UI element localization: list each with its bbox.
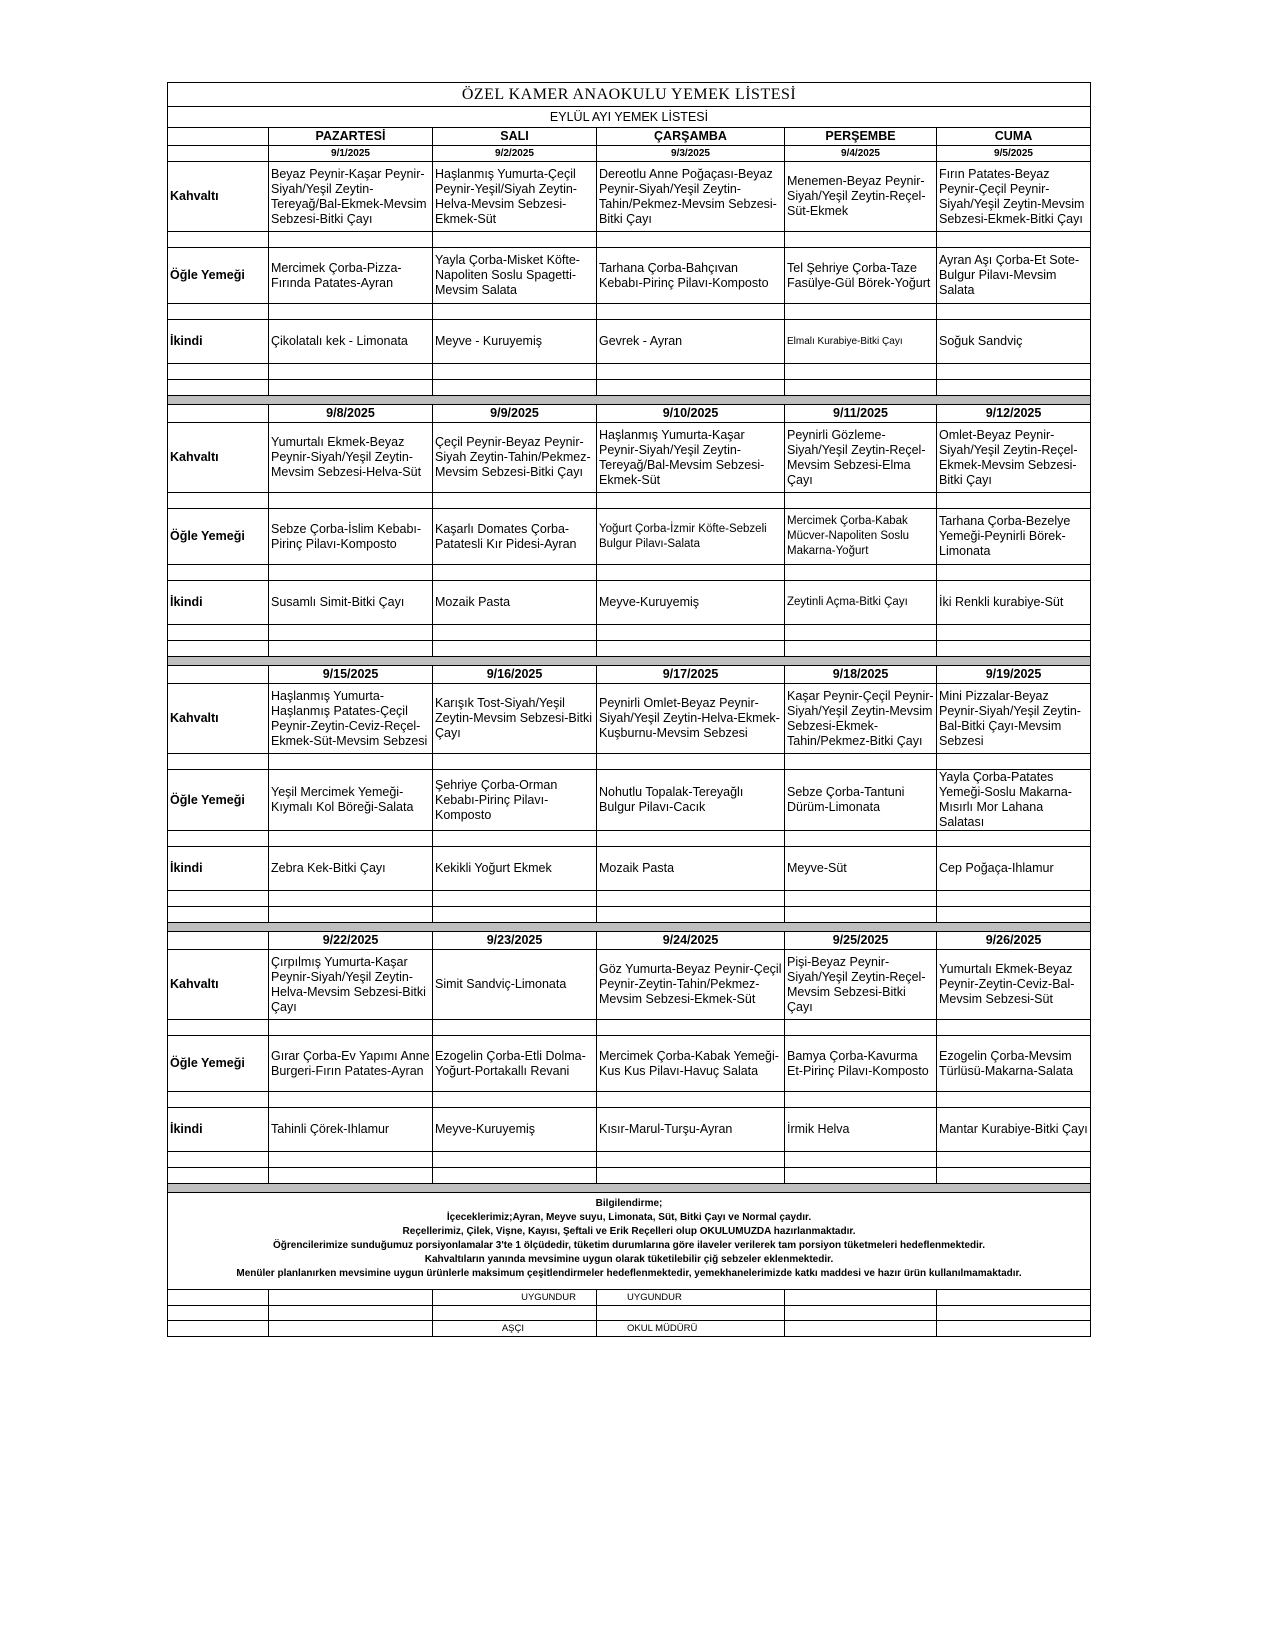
menu-cell: Göz Yumurta-Beyaz Peynir-Çeçil Peynir-Zeytin-Tahin/Pekmez-Mevsim Sebzesi-Ekmek-Süt xyxy=(597,950,785,1020)
menu-cell: Çırpılmış Yumurta-Kaşar Peynir-Siyah/Yeşil Zeytin-Helva-Mevsim Sebzesi-Bitki Çayı xyxy=(269,950,433,1020)
menu-cell: Çikolatalı kek - Limonata xyxy=(269,320,433,364)
empty-cell xyxy=(433,380,597,396)
menu-cell: Zeytinli Açma-Bitki Çayı xyxy=(785,581,937,625)
menu-cell: Kekikli Yoğurt Ekmek xyxy=(433,847,597,891)
date-header: 9/8/2025 xyxy=(269,405,433,423)
meal-row-ogle xyxy=(168,509,1091,565)
empty-cell xyxy=(269,831,433,847)
blank-row xyxy=(168,565,1091,581)
empty-cell xyxy=(168,1020,269,1036)
date-header: 9/23/2025 xyxy=(433,932,597,950)
day-header: PERŞEMBE xyxy=(785,128,937,146)
empty-cell xyxy=(269,1306,433,1321)
menu-cell: Yoğurt Çorba-İzmir Köfte-Sebzeli Bulgur Pilavı-Salata xyxy=(597,509,785,565)
meal-label: Öğle Yemeği xyxy=(168,1036,269,1092)
empty-cell xyxy=(269,891,433,907)
empty-cell xyxy=(785,232,937,248)
empty-cell xyxy=(433,831,597,847)
empty-cell xyxy=(937,641,1091,657)
menu-cell: Haşlanmış Yumurta-Kaşar Peynir-Siyah/Yeşil Zeytin-Tereyağ/Bal-Mevsim Sebzesi-Ekmek-Süt xyxy=(597,423,785,493)
empty-cell xyxy=(597,364,785,380)
meal-row-ogle xyxy=(168,770,1091,831)
empty-cell xyxy=(597,380,785,396)
empty-cell xyxy=(785,1321,937,1337)
day-header: SALI xyxy=(433,128,597,146)
meal-label: Kahvaltı xyxy=(168,950,269,1020)
empty-cell xyxy=(269,1020,433,1036)
info-line: Öğrencilerimize sunduğumuz porsiyonlamalar 3'te 1 ölçüdedir, tüketim durumlarına göre ilaveler verilerek tam porsiyon tüketmeleri hedeflenmektedir. xyxy=(272,1240,986,1251)
empty-cell xyxy=(597,304,785,320)
date-header: 9/15/2025 xyxy=(269,666,433,684)
separator-row xyxy=(168,923,1091,932)
empty-cell xyxy=(597,907,785,923)
empty-cell xyxy=(937,1306,1091,1321)
meal-label: Kahvaltı xyxy=(168,684,269,754)
blank-row xyxy=(168,754,1091,770)
menu-cell: Gevrek - Ayran xyxy=(597,320,785,364)
empty-cell xyxy=(785,1306,937,1321)
empty-cell xyxy=(269,641,433,657)
empty-cell xyxy=(168,907,269,923)
empty-cell xyxy=(597,232,785,248)
menu-cell: Gırar Çorba-Ev Yapımı Anne Burgeri-Fırın Patates-Ayran xyxy=(269,1036,433,1092)
empty-cell xyxy=(937,1020,1091,1036)
meal-label: Kahvaltı xyxy=(168,162,269,232)
role-label: OKUL MÜDÜRÜ xyxy=(597,1321,785,1337)
menu-cell: Nohutlu Topalak-Tereyağlı Bulgur Pilavı-Cacık xyxy=(597,770,785,831)
empty-cell xyxy=(433,1020,597,1036)
menu-cell: Tarhana Çorba-Bahçıvan Kebabı-Pirinç Pilavı-Komposto xyxy=(597,248,785,304)
day-header: ÇARŞAMBA xyxy=(597,128,785,146)
empty-cell xyxy=(785,1290,937,1306)
menu-cell: Sebze Çorba-İslim Kebabı-Pirinç Pilavı-Komposto xyxy=(269,509,433,565)
empty-cell xyxy=(937,232,1091,248)
menu-cell: Peynirli Omlet-Beyaz Peynir-Siyah/Yeşil Zeytin-Helva-Ekmek-Kuşburnu-Mevsim Sebzesi xyxy=(597,684,785,754)
empty-cell xyxy=(785,641,937,657)
meal-label: İkindi xyxy=(168,1108,269,1152)
empty-cell xyxy=(937,380,1091,396)
empty-cell xyxy=(269,907,433,923)
date-row xyxy=(168,666,1091,684)
meal-label: Öğle Yemeği xyxy=(168,248,269,304)
menu-cell: Omlet-Beyaz Peynir-Siyah/Yeşil Zeytin-Reçel-Ekmek-Mevsim Sebzesi-Bitki Çayı xyxy=(937,423,1091,493)
blank-row xyxy=(168,493,1091,509)
meal-row-kahvalti xyxy=(168,423,1091,493)
empty-cell xyxy=(597,641,785,657)
meal-row-ikindi xyxy=(168,320,1091,364)
empty-cell xyxy=(597,1092,785,1108)
separator-bar xyxy=(168,396,1091,405)
menu-cell: Karışık Tost-Siyah/Yeşil Zeytin-Mevsim Sebzesi-Bitki Çayı xyxy=(433,684,597,754)
empty-cell xyxy=(168,304,269,320)
blank-row xyxy=(168,641,1091,657)
empty-cell xyxy=(785,1092,937,1108)
meal-row-ikindi xyxy=(168,847,1091,891)
date-header: 9/4/2025 xyxy=(785,146,937,162)
empty-cell xyxy=(269,625,433,641)
blank-row xyxy=(168,891,1091,907)
menu-table xyxy=(167,82,1091,1337)
menu-cell: Meyve-Süt xyxy=(785,847,937,891)
empty-cell xyxy=(168,565,269,581)
menu-cell: Fırın Patates-Beyaz Peynir-Çeçil Peynir-Siyah/Yeşil Zeytin-Mevsim Sebzesi-Ekmek-Bitki Çayı xyxy=(937,162,1091,232)
date-header: 9/18/2025 xyxy=(785,666,937,684)
empty-cell xyxy=(785,754,937,770)
empty-cell xyxy=(269,1092,433,1108)
empty-cell xyxy=(785,1168,937,1184)
empty-cell xyxy=(168,364,269,380)
empty-cell xyxy=(168,754,269,770)
menu-cell: Meyve - Kuruyemiş xyxy=(433,320,597,364)
info-line: Reçellerimiz, Çilek, Vişne, Kayısı, Şeftali ve Erik Reçelleri olup OKULUMUZDA hazırlanmaktadır. xyxy=(402,1226,856,1237)
role-label: AŞÇI xyxy=(433,1321,597,1337)
empty-cell xyxy=(937,1321,1091,1337)
empty-cell xyxy=(168,831,269,847)
empty-cell xyxy=(785,907,937,923)
menu-cell: Meyve-Kuruyemiş xyxy=(597,581,785,625)
empty-cell xyxy=(269,380,433,396)
empty-cell xyxy=(269,364,433,380)
menu-cell: Beyaz Peynir-Kaşar Peynir-Siyah/Yeşil Zeytin-Tereyağ/Bal-Ekmek-Mevsim Sebzesi-Bitki Çayı xyxy=(269,162,433,232)
empty-cell xyxy=(597,831,785,847)
empty-cell xyxy=(785,493,937,509)
menu-cell: Yumurtalı Ekmek-Beyaz Peynir-Siyah/Yeşil Zeytin-Mevsim Sebzesi-Helva-Süt xyxy=(269,423,433,493)
menu-cell: Çeçil Peynir-Beyaz Peynir-Siyah Zeytin-Tahin/Pekmez-Mevsim Sebzesi-Bitki Çayı xyxy=(433,423,597,493)
empty-cell xyxy=(597,1020,785,1036)
menu-cell: Ayran Aşı Çorba-Et Sote-Bulgur Pilavı-Mevsim Salata xyxy=(937,248,1091,304)
empty-cell xyxy=(269,1152,433,1168)
empty-cell xyxy=(937,625,1091,641)
menu-cell: İki Renkli kurabiye-Süt xyxy=(937,581,1091,625)
date-header: 9/26/2025 xyxy=(937,932,1091,950)
blank-row xyxy=(168,1168,1091,1184)
menu-cell: Kaşarlı Domates Çorba-Patatesli Kır Pidesi-Ayran xyxy=(433,509,597,565)
menu-cell: Soğuk Sandviç xyxy=(937,320,1091,364)
date-header: 9/11/2025 xyxy=(785,405,937,423)
day-header-row xyxy=(168,128,1091,146)
empty-cell xyxy=(433,754,597,770)
menu-cell: Ezogelin Çorba-Etli Dolma-Yoğurt-Portakallı Revani xyxy=(433,1036,597,1092)
meal-row-ogle xyxy=(168,248,1091,304)
date-header: 9/5/2025 xyxy=(937,146,1091,162)
blank-row xyxy=(168,380,1091,396)
info-heading: Bilgilendirme; xyxy=(595,1198,663,1209)
date-row xyxy=(168,405,1091,423)
date-header: 9/10/2025 xyxy=(597,405,785,423)
menu-cell: Mantar Kurabiye-Bitki Çayı xyxy=(937,1108,1091,1152)
empty-cell xyxy=(597,493,785,509)
empty-cell xyxy=(937,493,1091,509)
empty-cell xyxy=(433,232,597,248)
empty-cell xyxy=(433,493,597,509)
blank-row xyxy=(168,1152,1091,1168)
blank-row xyxy=(168,1020,1091,1036)
menu-cell: İrmik Helva xyxy=(785,1108,937,1152)
empty-cell xyxy=(785,565,937,581)
date-header: 9/19/2025 xyxy=(937,666,1091,684)
separator-row xyxy=(168,396,1091,405)
empty-cell xyxy=(168,1290,269,1306)
empty-cell xyxy=(168,1321,269,1337)
menu-cell: Kısır-Marul-Turşu-Ayran xyxy=(597,1108,785,1152)
empty-cell xyxy=(597,1168,785,1184)
date-row xyxy=(168,932,1091,950)
empty-cell xyxy=(937,364,1091,380)
empty-cell xyxy=(785,625,937,641)
empty-cell xyxy=(433,565,597,581)
blank-row xyxy=(168,232,1091,248)
empty-cell xyxy=(597,625,785,641)
info-line: Kahvaltıların yanında mevsimine uygun olarak tüketilebilir çiğ sebzeler eklenmektedir. xyxy=(424,1254,834,1265)
menu-cell: Tel Şehriye Çorba-Taze Fasülye-Gül Börek-Yoğurt xyxy=(785,248,937,304)
empty-cell xyxy=(785,364,937,380)
day-header: PAZARTESİ xyxy=(269,128,433,146)
empty-cell xyxy=(168,128,269,146)
meal-row-kahvalti xyxy=(168,684,1091,754)
meal-row-kahvalti xyxy=(168,162,1091,232)
menu-cell: Simit Sandviç-Limonata xyxy=(433,950,597,1020)
meal-row-ogle xyxy=(168,1036,1091,1092)
empty-cell xyxy=(937,1092,1091,1108)
empty-cell xyxy=(937,754,1091,770)
date-header: 9/17/2025 xyxy=(597,666,785,684)
date-header: 9/3/2025 xyxy=(597,146,785,162)
empty-cell xyxy=(168,493,269,509)
empty-cell xyxy=(433,641,597,657)
separator-bar xyxy=(168,1184,1091,1193)
empty-cell xyxy=(785,304,937,320)
empty-cell xyxy=(168,146,269,162)
empty-cell xyxy=(937,565,1091,581)
page-title: ÖZEL KAMER ANAOKULU YEMEK LİSTESİ xyxy=(168,83,1091,107)
empty-cell xyxy=(785,380,937,396)
date-header: 9/12/2025 xyxy=(937,405,1091,423)
empty-cell xyxy=(168,380,269,396)
menu-cell: Bamya Çorba-Kavurma Et-Pirinç Pilavı-Komposto xyxy=(785,1036,937,1092)
menu-cell: Yumurtalı Ekmek-Beyaz Peynir-Zeytin-Ceviz-Bal-Mevsim Sebzesi-Süt xyxy=(937,950,1091,1020)
signature-row xyxy=(168,1290,1091,1306)
meal-row-ikindi xyxy=(168,1108,1091,1152)
menu-cell: Mercimek Çorba-Kabak Mücver-Napoliten Soslu Makarna-Yoğurt xyxy=(785,509,937,565)
menu-cell: Mercimek Çorba-Kabak Yemeği-Kus Kus Pilavı-Havuç Salata xyxy=(597,1036,785,1092)
menu-cell: Tarhana Çorba-Bezelye Yemeği-Peynirli Börek-Limonata xyxy=(937,509,1091,565)
empty-cell xyxy=(269,304,433,320)
menu-cell: Yayla Çorba-Misket Köfte-Napoliten Soslu Spagetti-Mevsim Salata xyxy=(433,248,597,304)
date-row xyxy=(168,146,1091,162)
blank-row xyxy=(168,907,1091,923)
separator-bar xyxy=(168,657,1091,666)
blank-row xyxy=(168,625,1091,641)
empty-cell xyxy=(937,1152,1091,1168)
menu-cell: Kaşar Peynir-Çeçil Peynir-Siyah/Yeşil Zeytin-Mevsim Sebzesi-Ekmek-Tahin/Pekmez-Bitki Çayı xyxy=(785,684,937,754)
empty-cell xyxy=(937,1290,1091,1306)
empty-cell xyxy=(937,891,1091,907)
empty-cell xyxy=(168,1306,269,1321)
empty-cell xyxy=(168,625,269,641)
menu-cell: Haşlanmış Yumurta-Haşlanmış Patates-Çeçil Peynir-Zeytin-Ceviz-Reçel-Ekmek-Süt-Mevsim Sebzesi xyxy=(269,684,433,754)
menu-cell: Haşlanmış Yumurta-Çeçil Peynir-Yeşil/Siyah Zeytin-Helva-Mevsim Sebzesi-Ekmek-Süt xyxy=(433,162,597,232)
empty-cell xyxy=(597,1152,785,1168)
empty-cell xyxy=(433,891,597,907)
empty-cell xyxy=(168,891,269,907)
empty-cell xyxy=(269,1290,433,1306)
empty-cell xyxy=(433,625,597,641)
empty-cell xyxy=(937,907,1091,923)
blank-row xyxy=(168,831,1091,847)
separator-row xyxy=(168,657,1091,666)
role-row xyxy=(168,1321,1091,1337)
menu-cell: Yayla Çorba-Patates Yemeği-Soslu Makarna-Mısırlı Mor Lahana Salatası xyxy=(937,770,1091,831)
meal-label: İkindi xyxy=(168,581,269,625)
page-subtitle: EYLÜL AYI YEMEK LİSTESİ xyxy=(168,107,1091,128)
menu-cell: Dereotlu Anne Poğaçası-Beyaz Peynir-Siyah/Yeşil Zeytin-Tahin/Pekmez-Mevsim Sebzesi-Bitki Çayı xyxy=(597,162,785,232)
empty-cell xyxy=(433,1306,597,1321)
meal-row-kahvalti xyxy=(168,950,1091,1020)
empty-cell xyxy=(168,666,269,684)
empty-cell xyxy=(168,1168,269,1184)
empty-cell xyxy=(168,1092,269,1108)
menu-cell: Sebze Çorba-Tantuni Dürüm-Limonata xyxy=(785,770,937,831)
empty-cell xyxy=(433,1092,597,1108)
empty-cell xyxy=(269,1168,433,1184)
menu-cell: Peynirli Gözleme-Siyah/Yeşil Zeytin-Reçel-Mevsim Sebzesi-Elma Çayı xyxy=(785,423,937,493)
separator-row xyxy=(168,1184,1091,1193)
signature-blank-row xyxy=(168,1306,1091,1321)
empty-cell xyxy=(785,1020,937,1036)
blank-row xyxy=(168,304,1091,320)
date-header: 9/16/2025 xyxy=(433,666,597,684)
menu-cell: Susamlı Simit-Bitki Çayı xyxy=(269,581,433,625)
menu-cell: Yeşil Mercimek Yemeği-Kıymalı Kol Böreği-Salata xyxy=(269,770,433,831)
date-header: 9/24/2025 xyxy=(597,932,785,950)
info-line: Menüler planlanırken mevsimine uygun ürünlerle maksimum çeşitlendirmeler hedeflenmektedir, yemekhanelerimizde katkı maddesi ve hazır ürün kullanılmamaktadır. xyxy=(236,1268,1022,1279)
empty-cell xyxy=(269,1321,433,1337)
meal-label: Öğle Yemeği xyxy=(168,770,269,831)
menu-cell: Cep Poğaça-Ihlamur xyxy=(937,847,1091,891)
empty-cell xyxy=(168,405,269,423)
info-row xyxy=(168,1193,1091,1290)
meal-label: İkindi xyxy=(168,320,269,364)
empty-cell xyxy=(597,891,785,907)
menu-cell: Mercimek Çorba-Pizza-Fırında Patates-Ayran xyxy=(269,248,433,304)
empty-cell xyxy=(937,304,1091,320)
empty-cell xyxy=(269,493,433,509)
separator-bar xyxy=(168,923,1091,932)
menu-cell: Mozaik Pasta xyxy=(433,581,597,625)
empty-cell xyxy=(433,1152,597,1168)
meal-row-ikindi xyxy=(168,581,1091,625)
empty-cell xyxy=(597,565,785,581)
menu-cell: Mozaik Pasta xyxy=(597,847,785,891)
info-line: İçeceklerimiz;Ayran, Meyve suyu, Limonata, Süt, Bitki Çayı ve Normal çaydır. xyxy=(446,1212,812,1223)
empty-cell xyxy=(937,1168,1091,1184)
menu-cell: Ezogelin Çorba-Mevsim Türlüsü-Makarna-Salata xyxy=(937,1036,1091,1092)
empty-cell xyxy=(168,232,269,248)
empty-cell xyxy=(433,1168,597,1184)
day-header: CUMA xyxy=(937,128,1091,146)
empty-cell xyxy=(785,1152,937,1168)
blank-row xyxy=(168,364,1091,380)
menu-cell: Elmalı Kurabiye-Bitki Çayı xyxy=(785,320,937,364)
empty-cell xyxy=(433,364,597,380)
menu-cell: Pişi-Beyaz Peynir-Siyah/Yeşil Zeytin-Reçel-Mevsim Sebzesi-Bitki Çayı xyxy=(785,950,937,1020)
menu-cell: Tahinli Çörek-Ihlamur xyxy=(269,1108,433,1152)
menu-cell: Menemen-Beyaz Peynir-Siyah/Yeşil Zeytin-Reçel-Süt-Ekmek xyxy=(785,162,937,232)
date-header: 9/9/2025 xyxy=(433,405,597,423)
empty-cell xyxy=(269,232,433,248)
approval-label: UYGUNDUR xyxy=(433,1290,597,1306)
menu-cell: Mini Pizzalar-Beyaz Peynir-Siyah/Yeşil Zeytin-Bal-Bitki Çayı-Mevsim Sebzesi xyxy=(937,684,1091,754)
date-header: 9/1/2025 xyxy=(269,146,433,162)
empty-cell xyxy=(168,641,269,657)
date-header: 9/25/2025 xyxy=(785,932,937,950)
menu-cell: Zebra Kek-Bitki Çayı xyxy=(269,847,433,891)
menu-cell: Meyve-Kuruyemiş xyxy=(433,1108,597,1152)
meal-label: İkindi xyxy=(168,847,269,891)
empty-cell xyxy=(433,907,597,923)
empty-cell xyxy=(433,304,597,320)
meal-label: Öğle Yemeği xyxy=(168,509,269,565)
empty-cell xyxy=(168,1152,269,1168)
empty-cell xyxy=(785,831,937,847)
date-header: 9/2/2025 xyxy=(433,146,597,162)
empty-cell xyxy=(785,891,937,907)
menu-cell: Şehriye Çorba-Orman Kebabı-Pirinç Pilavı-Komposto xyxy=(433,770,597,831)
empty-cell xyxy=(168,932,269,950)
blank-row xyxy=(168,1092,1091,1108)
approval-label: UYGUNDUR xyxy=(597,1290,785,1306)
empty-cell xyxy=(597,754,785,770)
empty-cell xyxy=(597,1306,785,1321)
date-header: 9/22/2025 xyxy=(269,932,433,950)
empty-cell xyxy=(269,565,433,581)
empty-cell xyxy=(937,831,1091,847)
empty-cell xyxy=(269,754,433,770)
info-block xyxy=(168,1193,1091,1290)
meal-label: Kahvaltı xyxy=(168,423,269,493)
